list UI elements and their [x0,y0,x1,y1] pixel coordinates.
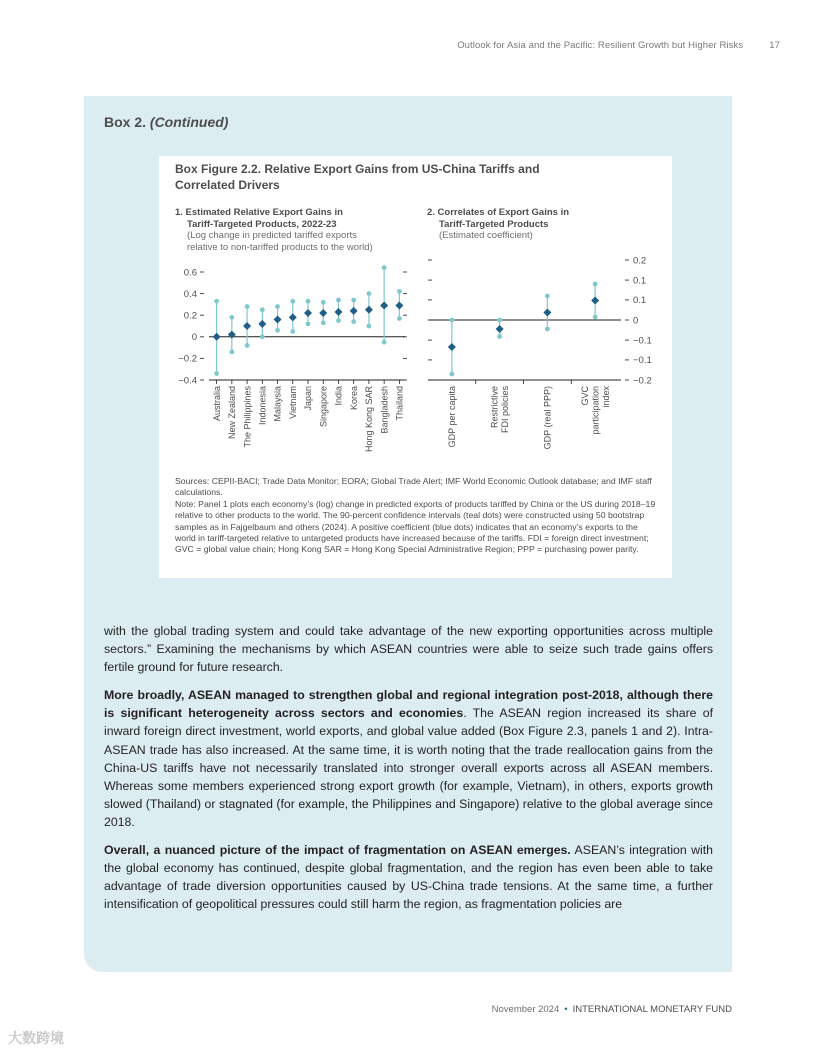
panel2-x-tick-label: Restrictive [489,386,500,429]
panel1-x-tick-label: The Philippines [242,386,253,448]
panel1-estimate-point [304,309,312,317]
panel2-y-tick-label: −0.1 [633,335,652,347]
body-text [104,622,713,923]
figure-title-line: Box Figure 2.2. Relative Export Gains from US-China Tariffs and [175,162,540,176]
box-label: Box 2. [104,114,147,130]
panel2-ci-low-dot [497,334,502,339]
panel1-x-tick-label: Japan [303,386,314,411]
panel2-title-line: 2. Correlates of Export Gains in [427,207,570,218]
panel1-subtitle-line: (Log change in predicted tariffed exports [187,230,357,241]
body-paragraph-lead: Overall, a nuanced picture of the impact of fragmentation on ASEAN emerges. [104,843,571,858]
panel2-ci-low-dot [545,327,550,332]
page-number: 17 [769,40,780,51]
panel2-ci-low-dot [593,315,598,320]
panel1-estimate-point [365,306,373,314]
panel1-ci-low-dot [321,320,326,325]
panel2-estimate-point [591,297,599,305]
panel1-estimate-point [258,320,266,328]
panel2-x-tick-label: GVC [579,386,590,406]
panel1-ci-high-dot [260,307,265,312]
box-title [104,114,228,130]
figure-charts [159,250,672,472]
panel1-x-tick-label: Indonesia [257,386,268,426]
footer-org: INTERNATIONAL MONETARY FUND [572,1004,732,1015]
panel1-ci-high-dot [382,265,387,270]
panel1-x-tick-label: Hong Kong SAR [364,386,375,453]
panel2-estimate-point [543,309,551,317]
panel1-estimate-point [380,301,388,309]
figure-note: Note: Panel 1 plots each economy’s (log) change in predicted exports of products tariffed by China or the US during 2018–19 relative to other products to the world. The 90-percent confidence intervals (teal dots) were constructed using 50 bootstrap samples as in Fajgelbaum and others (2024). A positive coefficient (blue dots) indicates that an economy’s exports to the world in tariff-targeted relative to untargeted products have increased because of the tariffs. FDI = foreign direct investment; GVC = global value chain; Hong Kong SAR = Hong Kong Special Administrative Region; PPP = purchasing power parity. [175,498,656,555]
body-paragraph [104,841,713,913]
panel1-x-tick-label: Malaysia [272,386,283,422]
footer-date: November 2024 [491,1004,560,1015]
panel2-x-tick-label: index [600,386,611,408]
body-paragraph-text: ASEAN’s integration with the global economy has continued, despite global fragmentation, and the region has even been able to take advantage of trade diversion opportunities caused by US-China trade tensions. At the same time, a further intensification of geopolitical pressures could still harm the region, as fragmentation policies are [104,843,713,912]
figure-title-line: Correlated Drivers [175,178,280,192]
panel1-y-tick-label: −0.2 [178,353,197,365]
panel1-x-tick-label: Bangladesh [379,386,390,434]
panel2-subtitle-line: (Estimated coefficient) [439,230,533,241]
panel1-heading [175,207,425,253]
panel1-x-tick-label: Singapore [318,386,329,428]
running-header [300,40,780,51]
body-paragraph-text: . The ASEAN region increased its share of inward foreign direct investment, world exports, and global value added (Box Figure 2.3, panels 1 and 2). Intra-ASEAN trade has also increased. At the same time, it is worth noting that the trade reallocation gains from the China-US tariffs have not necessarily translated into stronger overall exports across all ASEAN members. Whereas some members experienced strong export growth (for example, Vietnam), in others, exports growth slowed (Thailand) or stagnated (for example, the Philippines and Singapore) relative to the global average since 2018. [104,706,713,829]
panel1-ci-high-dot [214,299,219,304]
panel1-ci-low-dot [306,321,311,326]
panel1-ci-low-dot [397,316,402,321]
panel1-ci-high-dot [290,299,295,304]
running-title: Outlook for Asia and the Pacific: Resilient Growth but Higher Risks [457,40,744,51]
panel1-y-tick-label: 0.2 [183,310,197,322]
panel1-x-tick-label: Thailand [394,386,405,421]
panel2-ci-high-dot [497,318,502,323]
panel1-estimate-point [289,313,297,321]
panel2-ci-low-dot [449,372,454,377]
body-paragraph [104,622,713,676]
box-continued: (Continued) [149,114,229,130]
panel1-ci-low-dot [229,350,234,355]
panel1-ci-low-dot [367,324,372,329]
panel1-title-line: 1. Estimated Relative Export Gains in [175,207,343,218]
panel1-ci-high-dot [351,298,356,303]
panel1-x-tick-label: India [333,386,344,406]
page-footer [492,1004,732,1015]
panel2-x-tick-label: GDP per capita [447,386,458,448]
body-paragraph-text: with the global trading system and could take advantage of the new exporting opportunities across multiple sectors.” Examining the mechanisms by which ASEAN countries were able to seize such trade gains offers fertile ground for future research. [104,624,713,675]
panel2-y-tick-label: −0.2 [633,375,652,387]
panel2-x-tick-label: GDP (real PPP) [542,386,553,450]
panel1-ci-low-dot [382,340,387,345]
body-paragraph [104,686,713,831]
panel1-title-line: Tariff-Targeted Products, 2022-23 [187,218,337,230]
panel1-y-tick-label: −0.4 [178,375,197,387]
panel1-ci-high-dot [336,298,341,303]
panel2-y-tick-label: 0 [633,315,639,327]
panel1-ci-low-dot [336,318,341,323]
panel2-ci-high-dot [545,294,550,299]
panel1-ci-high-dot [275,304,280,309]
panel2-y-tick-label: 0.1 [633,275,647,287]
panel1-ci-low-dot [260,334,265,339]
watermark-logo: 大数跨境 [8,1030,64,1046]
panel1-x-tick-label: Vietnam [287,386,298,419]
panel1-estimate-point [274,316,282,324]
panel1-x-tick-label: Korea [348,386,359,411]
panel1-estimate-point [243,322,251,330]
panel2-estimate-point [496,325,504,333]
panel1-ci-high-dot [397,289,402,294]
panel1-ci-low-dot [245,343,250,348]
panel2-y-tick-label: 0.1 [633,295,647,307]
panel1-y-tick-label: 0.4 [183,288,197,300]
figure-notes [175,476,660,556]
panel1-ci-high-dot [229,315,234,320]
panel2-heading [427,207,677,242]
panel1-ci-high-dot [367,291,372,296]
figure-sources: Sources: CEPII-BACI; Trade Data Monitor; EORA; Global Trade Alert; IMF World Economic Outlook database; and IMF staff calculations. [175,476,652,498]
panel1-ci-low-dot [214,371,219,376]
panel1-x-tick-label: Australia [211,386,222,422]
panel1-ci-low-dot [275,328,280,333]
panel2-ci-high-dot [593,282,598,287]
panel1-estimate-point [334,308,342,316]
panel2-x-tick-label: FDI policies [500,386,511,434]
panel2-x-tick-label: participation [590,386,601,435]
panel1-ci-low-dot [290,329,295,334]
panel1-y-tick-label: 0 [191,332,197,344]
panel1-ci-high-dot [306,299,311,304]
footer-bullet: • [564,1004,568,1015]
panel2-y-tick-label: 0.2 [633,255,647,267]
panel1-ci-high-dot [321,300,326,305]
panel1-estimate-point [395,301,403,309]
panel1-estimate-point [350,307,358,315]
panel1-x-tick-label: New Zealand [227,386,238,440]
panel1-y-tick-label: 0.6 [183,267,197,279]
panel1-estimate-point [228,331,236,339]
panel1-ci-high-dot [245,304,250,309]
panel2-title-line: Tariff-Targeted Products [439,218,549,230]
panel2-y-tick-label: −0.1 [633,355,652,367]
figure-title [175,161,615,193]
panel1-estimate-point [213,333,221,341]
panel2-estimate-point [448,343,456,351]
panel1-estimate-point [319,309,327,317]
panel1-ci-low-dot [351,319,356,324]
body-paragraph-lead: More broadly, ASEAN managed to strengthen global and regional integration post-2018, although there is significant heterogeneity across sectors and economies [104,688,713,721]
panel2-ci-high-dot [449,318,454,323]
panel1-subtitle-line: relative to non-tariffed products to the world) [187,241,373,253]
